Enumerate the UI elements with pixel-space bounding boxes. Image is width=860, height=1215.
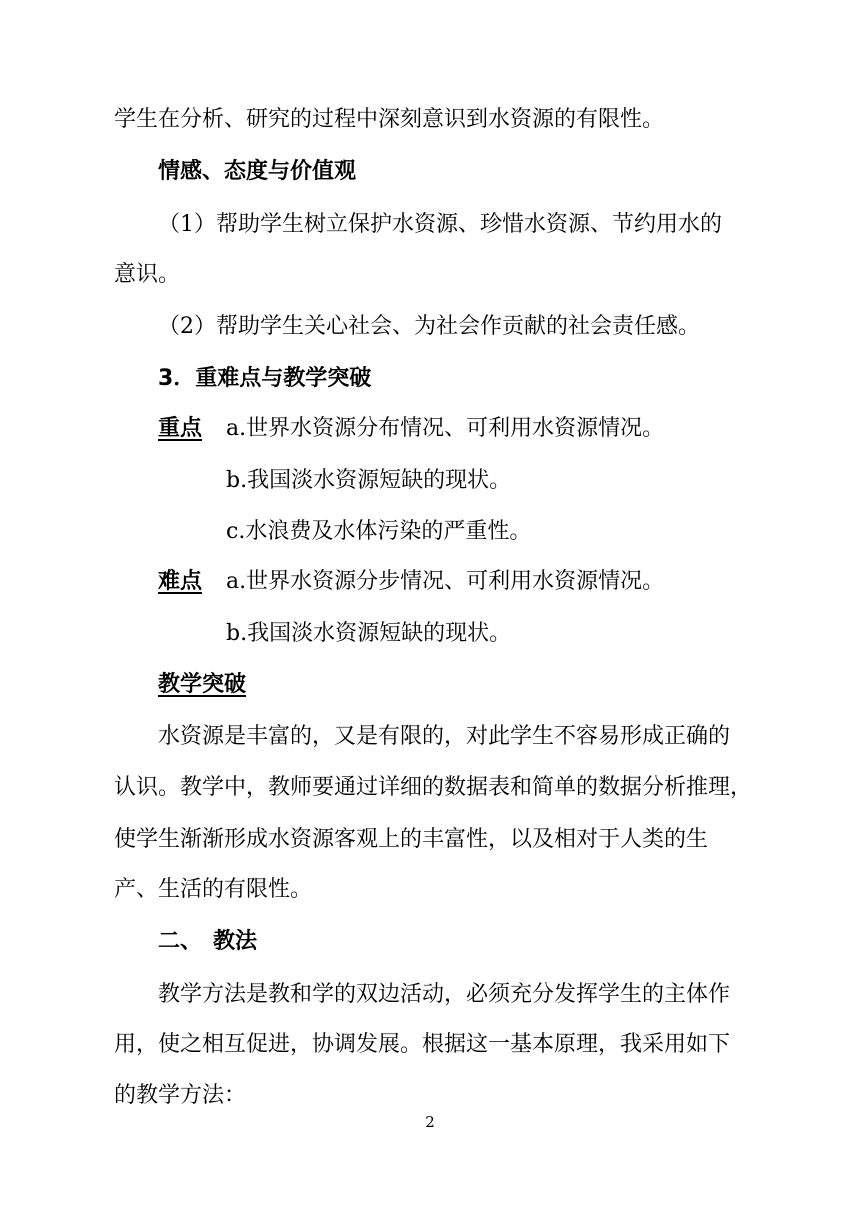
text-line: b.我国淡水资源短缺的现状。	[226, 621, 512, 646]
difficulty-label: 难点	[158, 569, 203, 594]
text-line: 产、生活的有限性。	[114, 877, 313, 902]
section-heading: 二、 教法	[158, 929, 258, 954]
text-line: 学生在分析、研究的过程中深刻意识到水资源的有限性。	[114, 107, 665, 132]
page-number: 2	[425, 1113, 435, 1131]
section-heading: 3．重难点与教学突破	[158, 366, 372, 391]
text-line: 认识。教学中，教师要通过详细的数据表和简单的数据分析推理，	[114, 775, 753, 800]
text-line: 水资源是丰富的，又是有限的，对此学生不容易形成正确的	[158, 724, 731, 749]
text-line: 的教学方法：	[114, 1083, 247, 1108]
section-heading: 教学突破	[158, 672, 247, 697]
key-point-label: 重点	[158, 416, 203, 441]
text-line: b.我国淡水资源短缺的现状。	[226, 468, 512, 493]
text-line: c.水浪费及水体污染的严重性。	[226, 519, 532, 544]
text-line: 教学方法是教和学的双边活动，必须充分发挥学生的主体作	[158, 982, 731, 1007]
text-line: （1）帮助学生树立保护水资源、珍惜水资源、节约用水的	[158, 212, 722, 237]
difficulty-row	[158, 567, 664, 597]
text-line: 意识。	[114, 262, 181, 287]
text-line: a.世界水资源分步情况、可利用水资源情况。	[226, 569, 665, 594]
text-line: 使学生渐渐形成水资源客观上的丰富性，以及相对于人类的生	[114, 827, 709, 852]
text-line: 用，使之相互促进，协调发展。根据这一基本原理，我采用如下	[114, 1032, 731, 1057]
section-heading: 情感、态度与价值观	[158, 159, 357, 184]
text-line: a.世界水资源分布情况、可利用水资源情况。	[226, 416, 665, 441]
text-line: （2）帮助学生关心社会、为社会作贡献的社会责任感。	[158, 314, 700, 339]
key-point-row	[158, 414, 664, 444]
